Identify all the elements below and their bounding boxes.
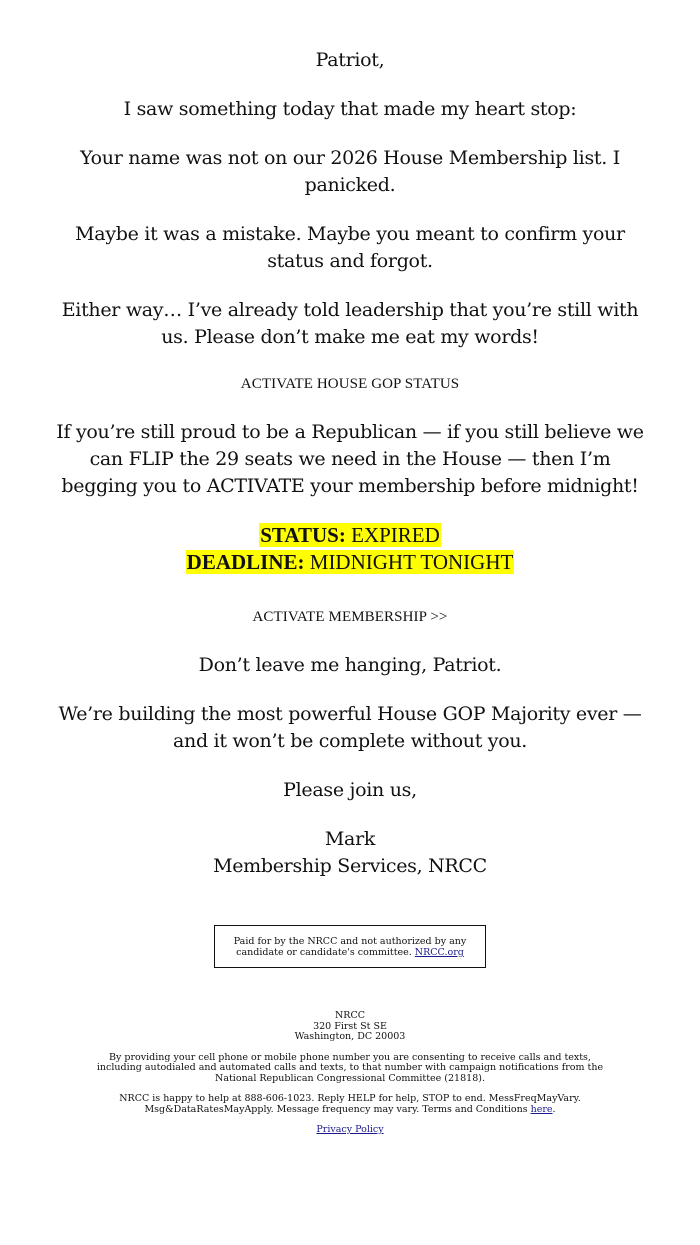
email-body [50,0,650,1136]
footer-org: NRCC [334,1010,365,1021]
footer-help-text: NRCC is happy to help at 888-606-1023. Reply HELP for help, STOP to end. MessFreqMayVary. Msg&DataRatesMayApply. Message frequency may vary. Terms and Conditions [119,1093,581,1115]
signature-title: Membership Services, NRCC [213,855,487,877]
deadline-label: DEADLINE: [186,550,305,574]
activate-house-gop-status-link[interactable]: ACTIVATE HOUSE GOP STATUS [240,376,460,392]
terms-here-link[interactable]: here [530,1103,553,1115]
paid-for-disclaimer [214,925,486,968]
status-block [50,522,650,576]
paragraph-heart-stop: I saw something today that made my heart stop: [123,98,577,120]
privacy-policy-link[interactable]: Privacy Policy [316,1124,384,1135]
footer-address [50,1011,650,1043]
greeting: Patriot, [315,49,385,71]
deadline-value: MIDNIGHT TONIGHT [304,550,514,574]
paragraph-plea: If you’re still proud to be a Republican — if you still believe we can FLIP the 29 seats we need in the House — then I’m begging you to ACTIVATE your membership before midnight! [56,421,644,497]
status-label: STATUS: [260,523,346,547]
paragraph-leadership: Either way… I’ve already told leadership that you’re still with us. Please don’t make me eat my words! [61,299,639,348]
footer [50,1011,650,1136]
nrcc-org-link[interactable]: NRCC.org [414,947,464,958]
footer-help [95,1094,605,1115]
paragraph-name-missing: Your name was not on our 2026 House Membership list. I panicked. [80,147,620,196]
footer-privacy [50,1125,650,1136]
disclaimer-text: Paid for by the NRCC and not authorized by any candidate or candidate's committee. [233,936,467,958]
signature [50,826,650,880]
activate-membership-link[interactable]: ACTIVATE MEMBERSHIP >> [252,609,448,625]
paragraph-dont-leave: Don’t leave me hanging, Patriot. [198,654,502,676]
footer-consent: By providing your cell phone or mobile phone number you are consenting to receive calls and texts, including autodialed and automated calls and texts, to that number with campaign notifications from the National Republican Congressional Committee (21818). [96,1051,604,1084]
footer-address-line1: 320 First St SE [313,1020,387,1032]
status-highlight [259,523,441,547]
paragraph-majority: We’re building the most powerful House GOP Majority ever — and it won’t be complete without you. [58,703,642,752]
footer-help-suffix: . [552,1103,556,1115]
paragraph-join-us: Please join us, [283,779,417,801]
paragraph-mistake: Maybe it was a mistake. Maybe you meant to confirm your status and forgot. [75,223,625,272]
deadline-highlight [186,550,515,574]
footer-address-line2: Washington, DC 20003 [294,1031,406,1042]
status-value: EXPIRED [345,523,440,547]
signature-name: Mark [324,828,376,850]
